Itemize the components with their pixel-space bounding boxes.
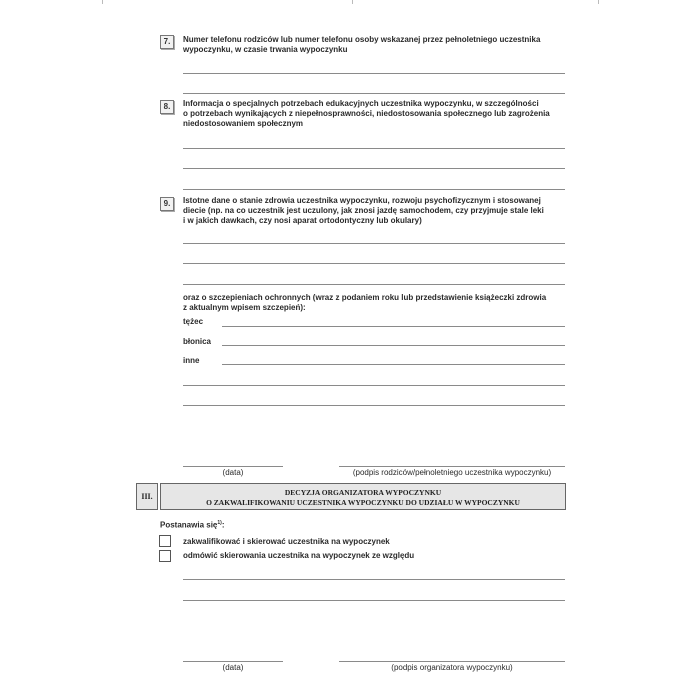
section-3-title-line-2: O ZAKWALIFIKOWANIU UCZESTNIKA WYPOCZYNKU DO UDZIAŁU W WYPOCZYNKU xyxy=(206,498,520,507)
organizer-date-line[interactable] xyxy=(183,661,283,662)
vaccinations-line-2: z aktualnym wpisem szczepień): xyxy=(183,303,306,312)
organizer-signature-caption: (podpis organizatora wypoczynku) xyxy=(391,663,513,672)
question-8-line-2: o potrzebach wynikających z niepełnosprawności, niedostosowania społecznego lub zagrożenia xyxy=(183,109,550,118)
question-8-number: 8. xyxy=(160,100,174,114)
decision-label-colon: : xyxy=(221,520,225,530)
question-9-line-1: Istotne dane o stanie zdrowia uczestnika wypoczynku, rozwoju psychofizycznym i stosowanej xyxy=(183,196,541,205)
diphtheria-answer-line[interactable] xyxy=(222,345,565,346)
qualify-option-label: zakwalifikować i skierować uczestnika na wypoczynek xyxy=(183,537,390,546)
top-edge-tick xyxy=(102,0,103,4)
qualify-checkbox[interactable] xyxy=(159,535,171,547)
section-3-title xyxy=(160,483,566,510)
question-9-answer-line[interactable] xyxy=(183,284,565,285)
question-7-line-2: wypoczynku, w czasie trwania wypoczynku xyxy=(183,45,348,54)
date-signature-line[interactable] xyxy=(183,466,283,467)
refusal-reason-line[interactable] xyxy=(183,579,565,580)
vaccinations-line-1: oraz o szczepieniach ochronnych (wraz z podaniem roku lub przedstawienie książeczki zdrowia xyxy=(183,293,547,302)
question-9-line-3: i w jakich dawkach, czy nosi aparat ortodontyczny lub okulary) xyxy=(183,216,422,225)
question-7-number: 7. xyxy=(160,35,174,49)
question-9-line-2: diecie (np. na co uczestnik jest uczulony, jak znosi jazdę samochodem, czy przyjmuje stale leki xyxy=(183,206,544,215)
question-8-answer-line[interactable] xyxy=(183,189,565,190)
decision-label-text: Postanawia się xyxy=(160,520,218,530)
decision-label xyxy=(160,518,224,531)
tetanus-label: tężec xyxy=(183,317,204,326)
vaccinations-answer-line[interactable] xyxy=(183,405,565,406)
question-9-answer-line[interactable] xyxy=(183,243,565,244)
parent-signature-caption: (podpis rodziców/pełnoletniego uczestnika wypoczynku) xyxy=(352,468,552,477)
top-edge-tick xyxy=(352,0,353,4)
date-caption: (data) xyxy=(222,468,244,477)
question-7-answer-line[interactable] xyxy=(183,93,565,94)
organizer-signature-line[interactable] xyxy=(339,661,565,662)
vaccinations-answer-line[interactable] xyxy=(183,385,565,386)
question-7-answer-line[interactable] xyxy=(183,73,565,74)
section-3-number: III. xyxy=(136,483,158,510)
tetanus-answer-line[interactable] xyxy=(222,326,565,327)
question-8-answer-line[interactable] xyxy=(183,168,565,169)
other-vaccination-label: inne xyxy=(183,356,200,365)
question-9-answer-line[interactable] xyxy=(183,263,565,264)
top-edge-tick xyxy=(598,0,599,4)
other-vaccination-answer-line[interactable] xyxy=(222,364,565,365)
refusal-reason-line[interactable] xyxy=(183,600,565,601)
section-3-title-line-1: DECYZJA ORGANIZATORA WYPOCZYNKU xyxy=(284,488,442,497)
parent-signature-line[interactable] xyxy=(339,466,565,467)
refuse-checkbox[interactable] xyxy=(159,550,171,562)
diphtheria-label: błonica xyxy=(183,337,212,346)
footnote-marker: 1) xyxy=(217,520,222,526)
question-8-line-3: niedostosowaniem społecznym xyxy=(183,119,304,128)
question-9-number: 9. xyxy=(160,197,174,211)
refuse-option-label: odmówić skierowania uczestnika na wypoczynek ze względu xyxy=(183,551,415,560)
question-7-line-1: Numer telefonu rodziców lub numer telefonu osoby wskazanej przez pełnoletniego uczestnika xyxy=(183,35,541,44)
question-8-line-1: Informacja o specjalnych potrzebach edukacyjnych uczestnika wypoczynku, w szczególności xyxy=(183,99,539,108)
organizer-date-caption: (data) xyxy=(222,663,244,672)
question-8-answer-line[interactable] xyxy=(183,148,565,149)
